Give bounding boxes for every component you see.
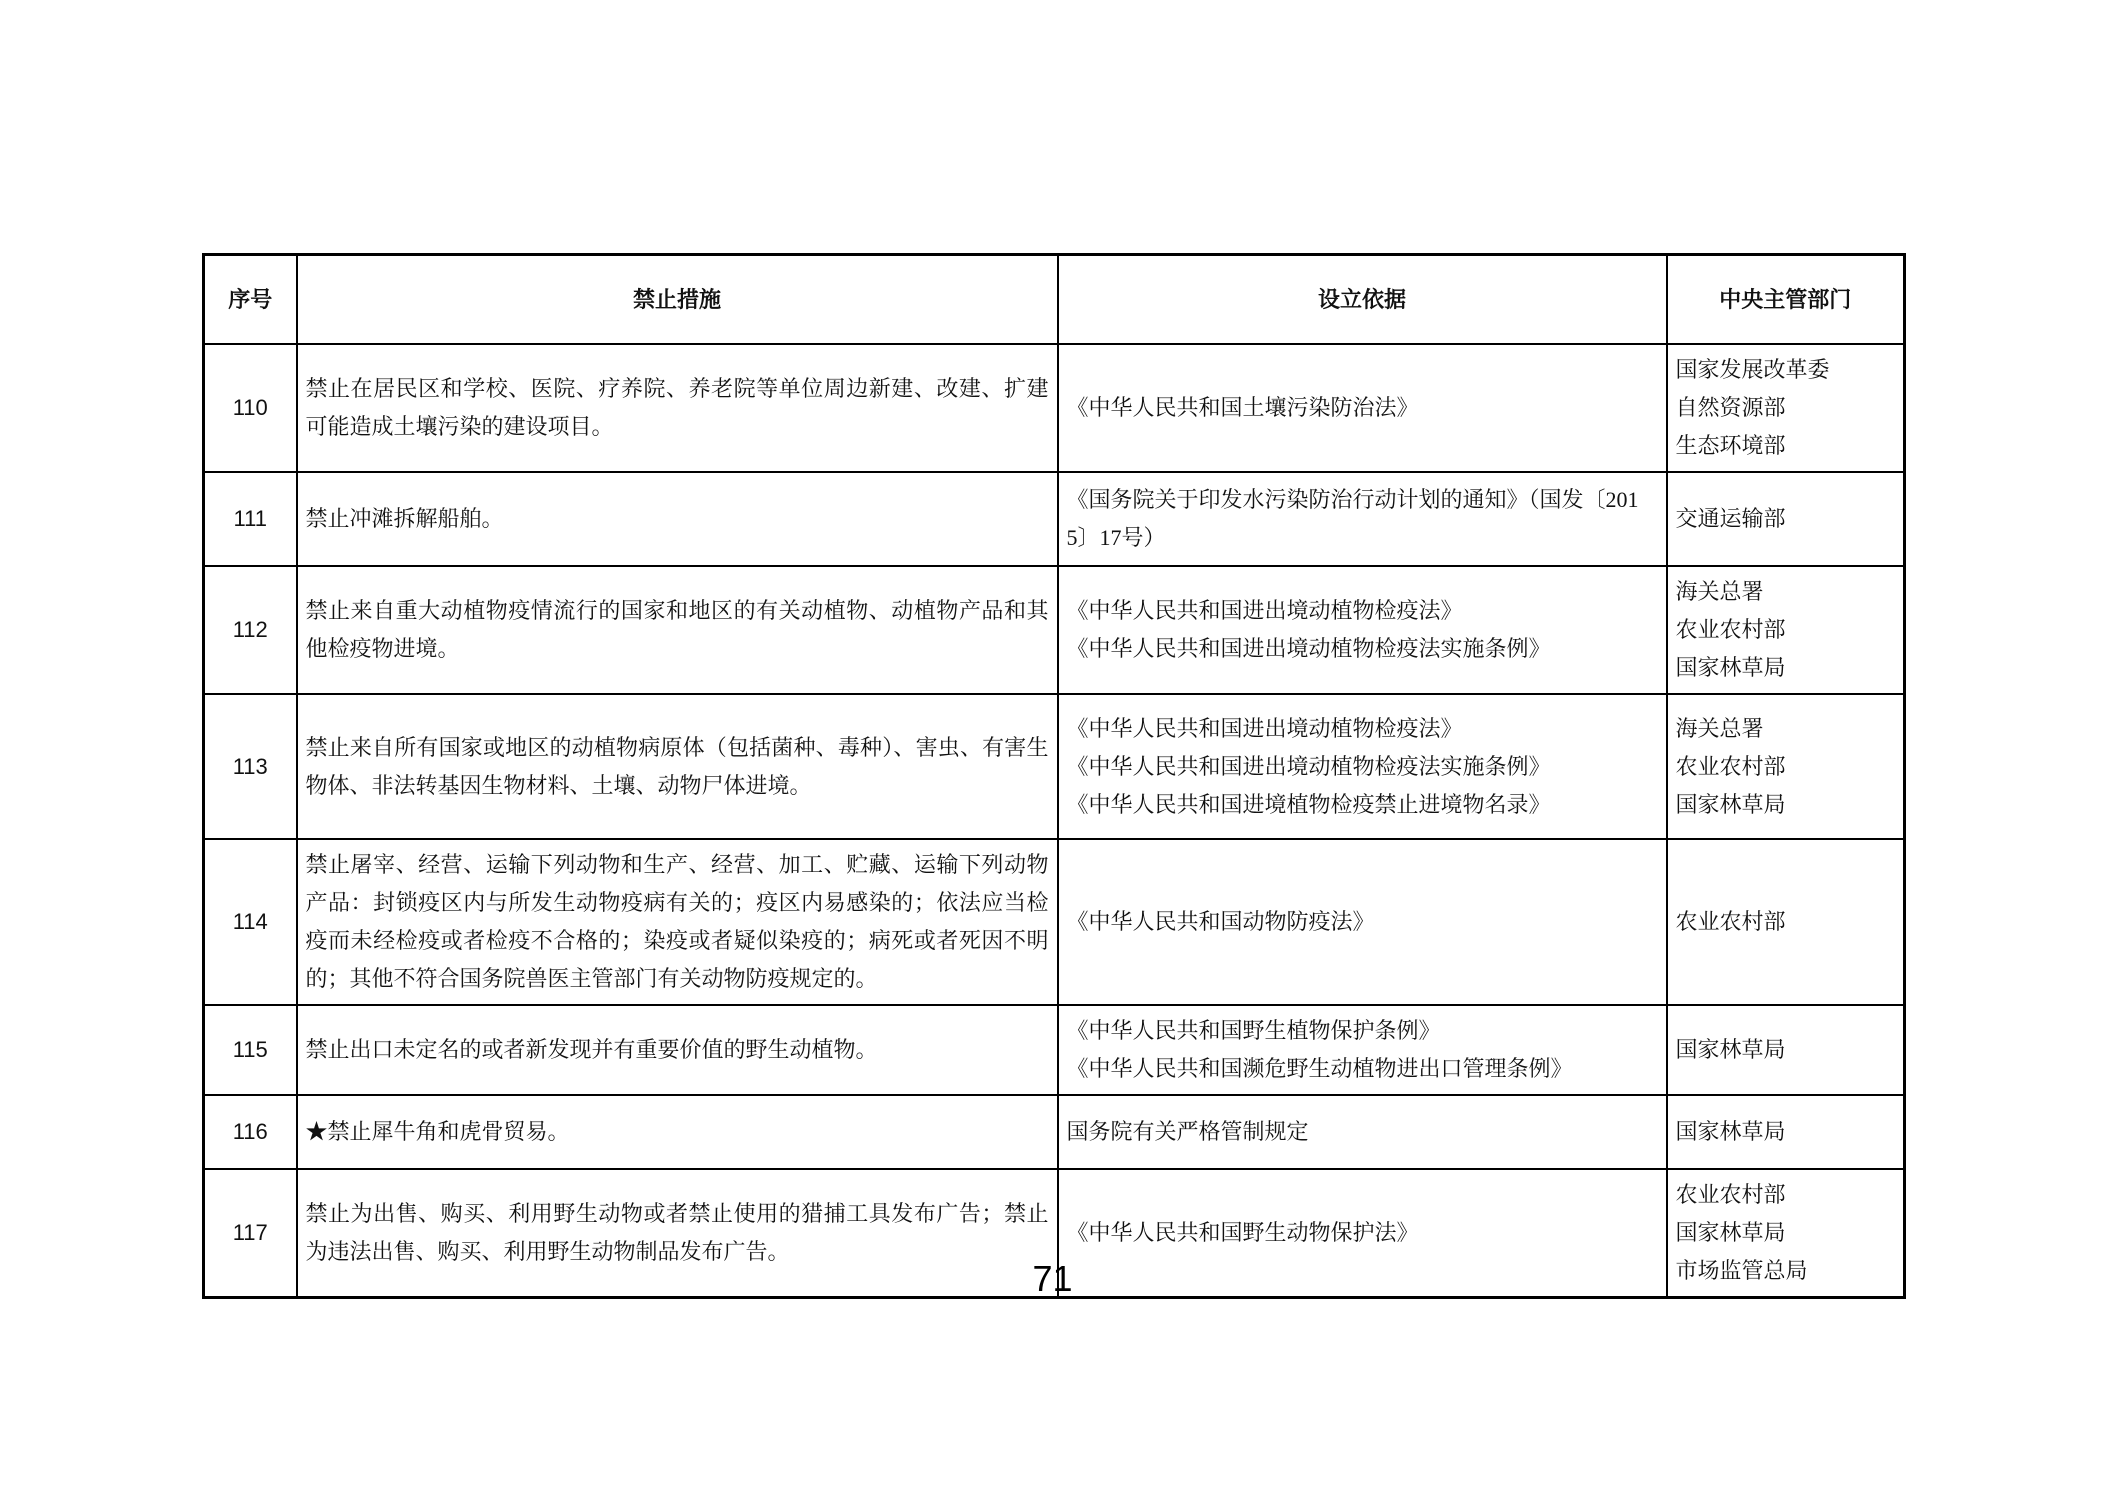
- department-line: 农业农村部: [1675, 617, 1786, 642]
- department-line: 农业农村部: [1675, 753, 1786, 779]
- department-line: 国家发展改革委: [1675, 357, 1830, 382]
- prohibited-measure-text: 禁止出口未定名的或者新发现并有重要价值的野生动植物。: [297, 1005, 1058, 1095]
- table-body: [204, 344, 1905, 1298]
- legal-basis-line: 《中华人民共和国进出境动植物检疫法实施条例》: [1066, 636, 1551, 661]
- row-index: 113: [204, 694, 297, 839]
- legal-basis-cell: [1058, 472, 1667, 566]
- legal-basis-line: 《中华人民共和国野生植物保护条例》: [1066, 1018, 1441, 1043]
- department-cell: [1667, 694, 1905, 839]
- col-header-measure: 禁止措施: [297, 255, 1058, 345]
- legal-basis-line: 《中华人民共和国进境植物检疫禁止进境物名录》: [1066, 791, 1551, 817]
- row-index: 114: [204, 839, 297, 1005]
- legal-basis-line: 《中华人民共和国动物防疫法》: [1066, 909, 1375, 934]
- legal-basis-line: 《中华人民共和国进出境动植物检疫法》: [1066, 598, 1463, 623]
- row-index: 115: [204, 1005, 297, 1095]
- table-row: [204, 1005, 1905, 1095]
- department-cell: [1667, 1005, 1905, 1095]
- department-line: 国家林草局: [1675, 1220, 1786, 1245]
- table-row: [204, 566, 1905, 694]
- page-number: 71: [1032, 1258, 1073, 1299]
- department-line: 国家林草局: [1675, 655, 1786, 680]
- department-line: 国家林草局: [1675, 791, 1786, 817]
- department-line: 自然资源部: [1675, 395, 1786, 420]
- prohibited-measure-text: 禁止冲滩拆解船舶。: [297, 472, 1058, 566]
- prohibited-measure-text: 禁止屠宰、经营、运输下列动物和生产、经营、加工、贮藏、运输下列动物产品：封锁疫区内与所发生动物疫病有关的；疫区内易感染的；依法应当检疫而未经检疫或者检疫不合格的；染疫或者疑似染疫的；病死或者死因不明的；其他不符合国务院兽医主管部门有关动物防疫规定的。: [297, 839, 1058, 1005]
- table-row: [204, 694, 1905, 839]
- prohibition-measures-table: [202, 253, 1906, 1299]
- department-line: 生态环境部: [1675, 433, 1786, 458]
- department-line: 交通运输部: [1675, 506, 1786, 531]
- table-row: [204, 839, 1905, 1005]
- legal-basis-line: 《中华人民共和国濒危野生动植物进出口管理条例》: [1066, 1056, 1573, 1081]
- legal-basis-line: 《国务院关于印发水污染防治行动计划的通知》（国发〔2015〕17号）: [1066, 487, 1639, 550]
- prohibited-measure-text: ★禁止犀牛角和虎骨贸易。: [297, 1095, 1058, 1169]
- department-cell: [1667, 566, 1905, 694]
- department-line: 国家林草局: [1675, 1119, 1786, 1144]
- legal-basis-cell: [1058, 839, 1667, 1005]
- prohibited-measure-text: 禁止来自重大动植物疫情流行的国家和地区的有关动植物、动植物产品和其他检疫物进境。: [297, 566, 1058, 694]
- department-cell: [1667, 472, 1905, 566]
- department-cell: [1667, 1095, 1905, 1169]
- table-header: [204, 255, 1905, 345]
- department-line: 市场监管总局: [1675, 1258, 1808, 1283]
- department-line: 海关总署: [1675, 715, 1764, 741]
- legal-basis-line: 《中华人民共和国进出境动植物检疫法实施条例》: [1066, 753, 1551, 779]
- department-line: 农业农村部: [1675, 909, 1786, 934]
- legal-basis-cell: [1058, 1005, 1667, 1095]
- col-header-index: 序号: [204, 255, 297, 345]
- prohibited-measure-text: 禁止来自所有国家或地区的动植物病原体（包括菌种、毒种）、害虫、有害生物体、非法转基因生物材料、土壤、动物尸体进境。: [297, 694, 1058, 839]
- department-line: 农业农村部: [1675, 1182, 1786, 1207]
- table-row: [204, 344, 1905, 472]
- prohibited-measure-text: 禁止在居民区和学校、医院、疗养院、养老院等单位周边新建、改建、扩建可能造成土壤污染的建设项目。: [297, 344, 1058, 472]
- legal-basis-cell: [1058, 694, 1667, 839]
- legal-basis-line: 《中华人民共和国野生动物保护法》: [1066, 1220, 1419, 1245]
- department-line: 国家林草局: [1675, 1037, 1786, 1062]
- row-index: 110: [204, 344, 297, 472]
- table-row: [204, 1095, 1905, 1169]
- legal-basis-cell: [1058, 344, 1667, 472]
- row-index: 117: [204, 1169, 297, 1298]
- row-index: 112: [204, 566, 297, 694]
- legal-basis-cell: [1058, 566, 1667, 694]
- col-header-department: 中央主管部门: [1667, 255, 1905, 345]
- department-line: 海关总署: [1675, 579, 1764, 604]
- department-cell: [1667, 344, 1905, 472]
- row-index: 116: [204, 1095, 297, 1169]
- department-cell: [1667, 839, 1905, 1005]
- legal-basis-cell: [1058, 1095, 1667, 1169]
- legal-basis-line: 《中华人民共和国进出境动植物检疫法》: [1066, 715, 1463, 741]
- col-header-basis: 设立依据: [1058, 255, 1667, 345]
- legal-basis-line: 国务院有关严格管制规定: [1066, 1119, 1309, 1144]
- header-row: [204, 255, 1905, 345]
- table-row: [204, 472, 1905, 566]
- row-index: 111: [204, 472, 297, 566]
- legal-basis-line: 《中华人民共和国土壤污染防治法》: [1066, 395, 1419, 420]
- prohibited-measure-text: 禁止为出售、购买、利用野生动物或者禁止使用的猎捕工具发布广告；禁止为违法出售、购买、利用野生动物制品发布广告。: [297, 1169, 1058, 1298]
